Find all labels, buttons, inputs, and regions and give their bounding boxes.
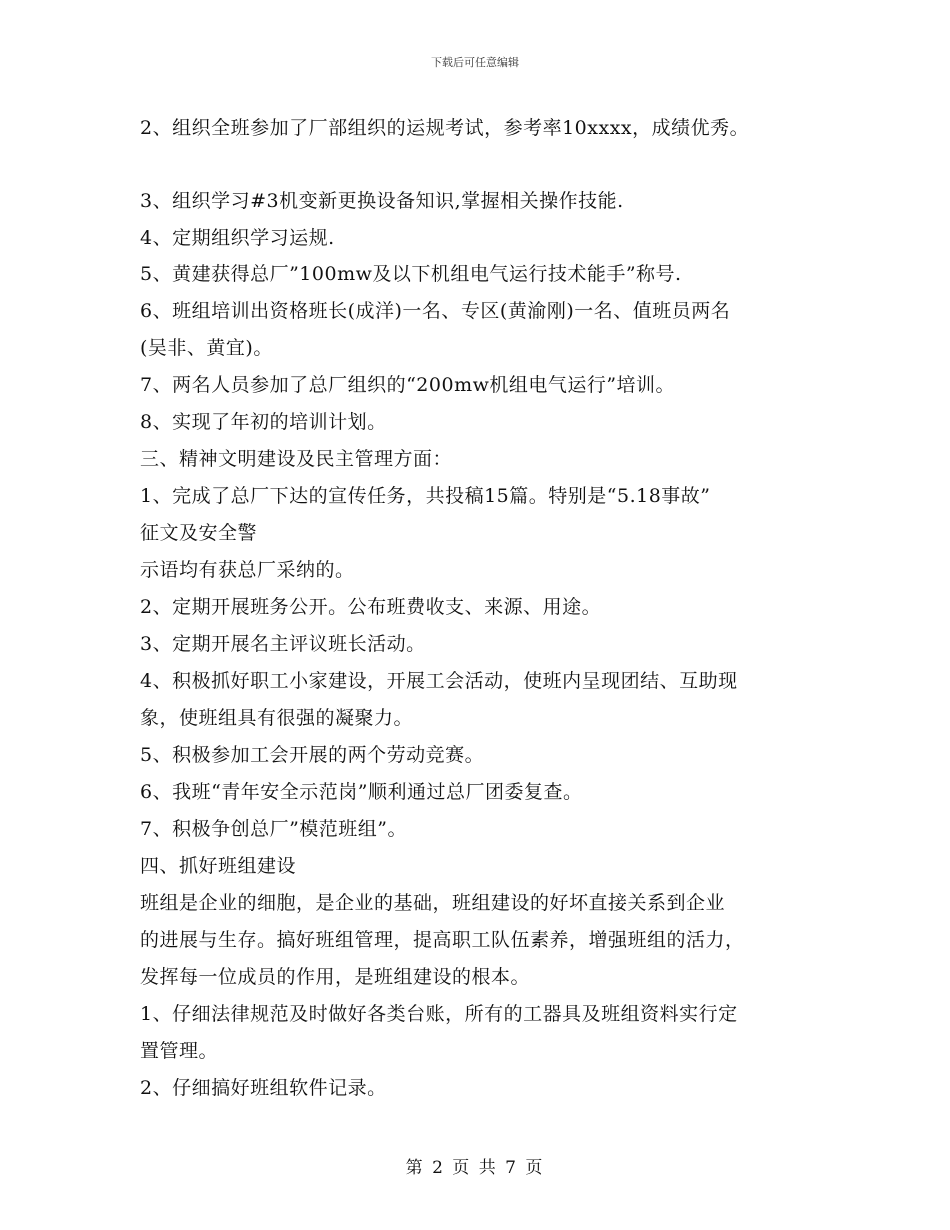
text-line: 示语均有获总厂采纳的。 — [140, 559, 355, 581]
section-heading: 四、抓好班组建设 — [140, 855, 297, 877]
text-line: 2、仔细搞好班组软件记录。 — [140, 1077, 387, 1099]
text-line: 3、定期开展名主评议班长活动。 — [140, 633, 426, 655]
text-line: 2、定期开展班务公开。公布班费收支、来源、用途。 — [140, 596, 602, 618]
text-line: 发挥每一位成员的作用，是班组建设的根本。 — [140, 966, 531, 988]
page-number: 第 2 页 共 7 页 — [405, 1158, 545, 1178]
text-line: 4、积极抓好职工小家建设，开展工会活动，使班内呈现团结、互助现 — [140, 670, 738, 692]
page-header-note: 下载后可任意编辑 — [431, 56, 519, 69]
text-line: 8、实现了年初的培训计划。 — [140, 411, 387, 433]
text-line: 7、两名人员参加了总厂组织的“200mw机组电气运行”培训。 — [140, 374, 676, 396]
text-line: 5、积极参加工会开展的两个劳动竞赛。 — [140, 744, 485, 766]
text-line: 1、仔细法律规范及时做好各类台账，所有的工器具及班组资料实行定 — [140, 1003, 738, 1025]
section-heading: 三、精神文明建设及民主管理方面： — [140, 448, 453, 470]
text-line: 5、黄建获得总厂”100mw及以下机组电气运行技术能手”称号. — [140, 263, 682, 285]
text-line: 象，使班组具有很强的凝聚力。 — [140, 707, 414, 729]
text-line: 6、班组培训出资格班长(成洋)一名、专区(黄渝刚)一名、值班员两名 — [140, 300, 731, 322]
text-line: 班组是企业的细胞，是企业的基础，班组建设的好坏直接关系到企业 — [140, 892, 726, 914]
text-line: 1、完成了总厂下达的宣传任务，共投稿15篇。特别是“5.18事故” — [140, 485, 711, 507]
text-line: 3、组织学习#3机变新更换设备知识,掌握相关操作技能. — [140, 190, 624, 212]
text-line: 2、组织全班参加了厂部组织的运规考试，参考率10xxxx，成绩优秀。 — [140, 117, 750, 139]
text-line: 征文及安全警 — [140, 522, 258, 544]
text-line: 6、我班“青年安全示范岗”顺利通过总厂团委复查。 — [140, 781, 583, 803]
text-line: 7、积极争创总厂”模范班组”。 — [140, 818, 408, 840]
text-line: (吴非、黄宜)。 — [140, 337, 273, 359]
text-line: 的进展与生存。搞好班组管理，提高职工队伍素养，增强班组的活力， — [140, 929, 745, 951]
text-line: 置管理。 — [140, 1040, 219, 1062]
text-line: 4、定期组织学习运规. — [140, 227, 335, 249]
